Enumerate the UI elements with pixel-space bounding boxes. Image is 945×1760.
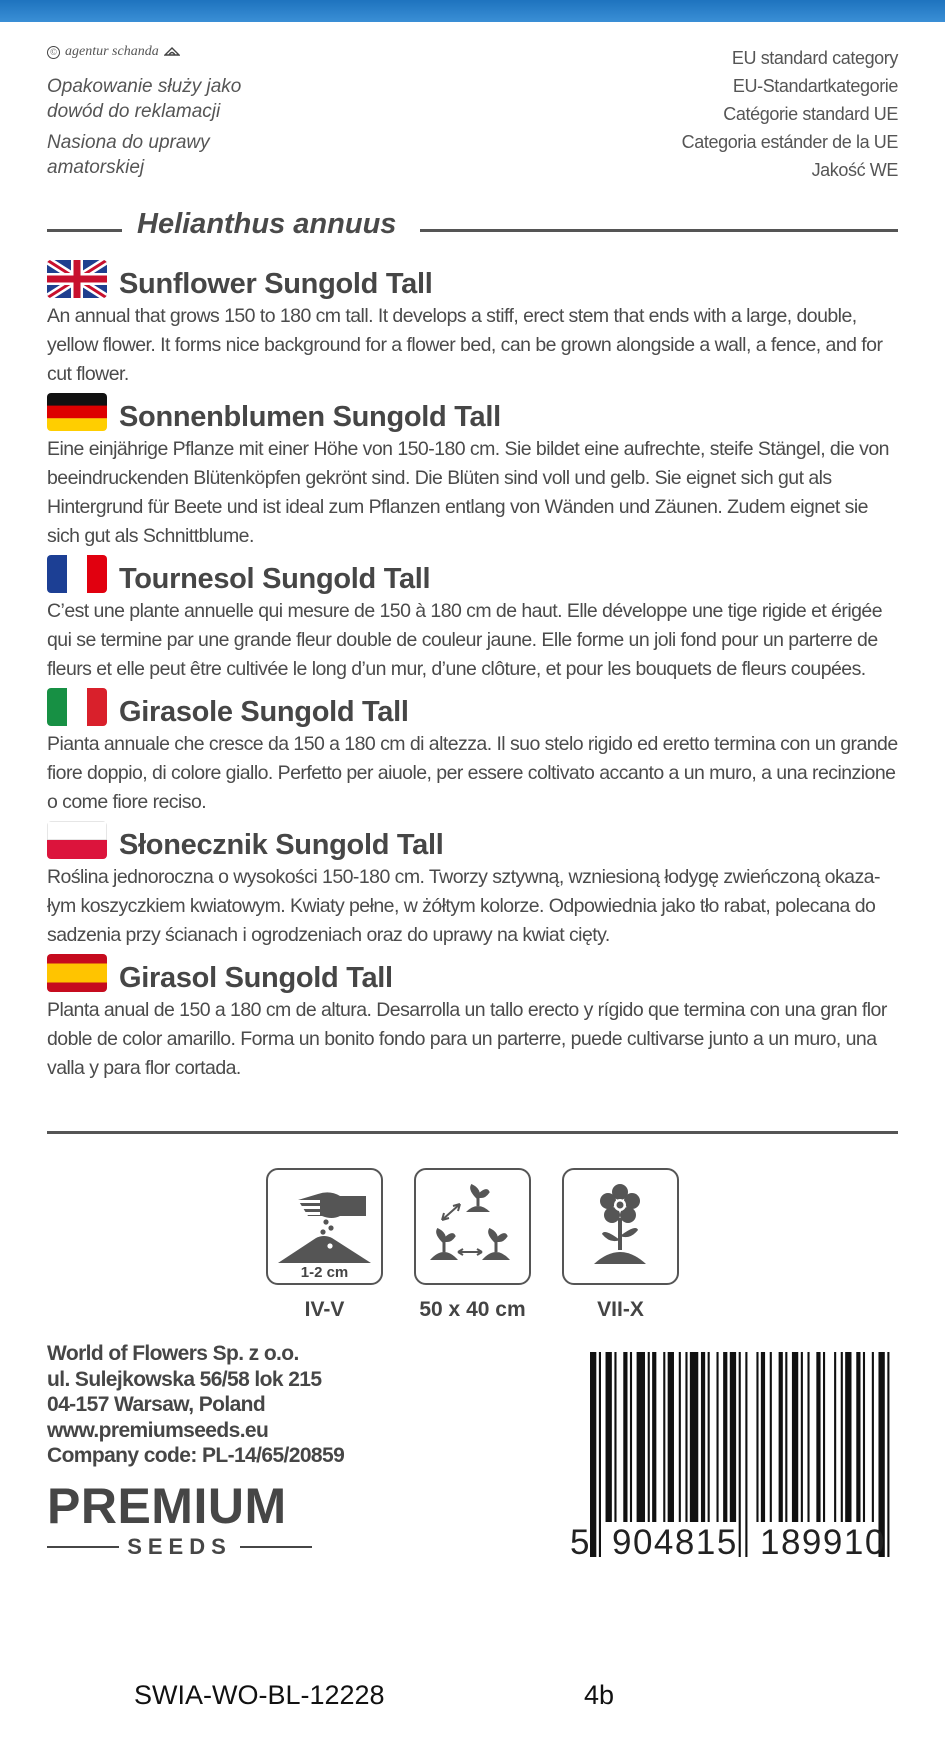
section-spanish [47,956,898,1083]
poland-flag-icon [47,821,107,859]
section-text: Roślina jednoroczna o wysokości 150-180 cm. Tworzy sztywną, wzniesioną łodygę zwieńczoną okaza-łym koszyczkiem kwiatowym. Kwiaty pełne, w żółtym kolorze. Odpowiednia jako tło rabat, polecana do sadzenia przy ścianach i ogrodzeniach oraz do uprawy na kwiat cięty. [47,866,880,946]
company-address [47,1341,344,1469]
section-title: Sonnenblumen Sungold Tall [119,401,501,433]
section-english [47,262,898,389]
flowering-icon [562,1168,679,1285]
top-color-bar [0,0,945,22]
barcode-bar [816,1352,820,1522]
barcode-bar [792,1352,798,1522]
eu-category-line: Catégorie standard UE [723,104,898,124]
logo-line [240,1546,312,1549]
barcode-bar [723,1352,727,1522]
barcode-bar [872,1352,874,1522]
plant-spacing: 50 x 40 cm [419,1298,526,1321]
barcode-digit-group: 189910 [760,1523,886,1562]
cultivation-icons [266,1168,679,1285]
barcode-bar [761,1352,765,1522]
logo-sub-text: SEEDS [127,1534,232,1559]
barcode-bar [730,1352,736,1522]
company-website: www.premiumseeds.eu [47,1418,269,1442]
barcode-bar [770,1352,772,1522]
barcode-bar [690,1352,698,1522]
barcode-bar [834,1352,836,1522]
section-italian [47,690,898,817]
section-text: C’est une plante annuelle qui mesure de 150 à 180 cm de haut. Elle développe une tige rigide et érigée qui se termine par une grande fleur double de couleur jaune. Elle forme un joli fond pour un parterre de fleurs et elle peut être cultivée le long d’un mur, d’une clôture, et pour les bouquets de fleurs coupées. [47,600,883,680]
barcode-bar [648,1352,650,1522]
eu-category-line: Jakość WE [811,160,898,180]
barcode-bar [637,1352,645,1522]
barcode-bar [623,1352,627,1522]
section-text: Planta anual de 150 a 180 cm de altura. Desarrolla un tallo erecto y rígido que termina con una gran flor doble de color amarillo. Forma un bonito fondo para un parterre, puede cultivarse junto a un muro, una valla y para flor cortada. [47,999,887,1079]
logo-main-text: PREMIUM [47,1478,287,1534]
france-flag-icon [47,555,107,593]
eu-category-line: Categoria estánder de la UE [681,132,898,152]
latin-name-row [47,206,898,250]
barcode-bar [863,1352,865,1522]
barcode-bar [606,1352,612,1522]
section-french [47,557,898,684]
agency-credit [47,44,257,60]
italy-flag-icon [47,688,107,726]
barcode-digit-group: 904815 [612,1523,738,1562]
barcode-bar [701,1352,705,1522]
complaint-note: Opakowanie służy jako dowód do reklamacji [47,76,242,122]
description-sections [47,262,898,1089]
spain-flag-icon [47,954,107,992]
plant-spacing-icon [414,1168,531,1285]
premium-seeds-logo [47,1480,312,1560]
header-left [47,44,257,180]
section-divider [47,1131,898,1134]
eu-category-list [682,44,898,184]
barcode-bar [807,1352,809,1522]
uk-flag-icon [47,260,107,298]
barcode-bar [785,1352,787,1522]
divider-line [420,229,898,232]
sowing-period: IV-V [304,1298,345,1321]
section-title: Girasole Sungold Tall [119,696,409,728]
latin-name: Helianthus annuus [137,208,397,240]
company-code: Company code: PL-14/65/20859 [47,1444,345,1467]
section-title: Tournesol Sungold Tall [119,563,431,595]
eu-category-line: EU-Standartkategorie [732,76,898,96]
barcode-bar [630,1352,632,1522]
section-title: Sunflower Sungold Tall [119,268,433,300]
barcode-bar [841,1352,843,1522]
barcode-bar [856,1352,860,1522]
variant-code: 4b [584,1680,615,1710]
section-text: Pianta annuale che cresce da 150 a 180 cm di altezza. Il suo stelo rigido ed eretto termina con un grande fiore doppio, di colore giallo. Perfetto per aiuole, per essere coltivato accanto a un muro, a una recinzione o come fiore reciso. [47,733,898,813]
barcode-bar [663,1352,665,1522]
divider-line [47,229,122,232]
sowing-depth-label: 1-2 cm [300,1264,349,1281]
barcode-bar [679,1352,681,1522]
barcode-digit-group: 5 [570,1523,591,1562]
section-text: Eine einjährige Pflanze mit einer Höhe von 150-180 cm. Sie bildet eine aufrechte, steife Stängel, die von beeindruckenden Blütenköpfen gekrönt sind. Die Blüten sind voll und gelb. Sie eignet sich gut als Hintergrund für Beete und ist ideal zum Pflanzen entlang von Wänden und Zäunen. Zudem eignet sie sich gut als Schnittblume. [47,438,889,547]
agency-name: agentur schanda [65,44,159,59]
barcode-bar [614,1352,616,1522]
section-title: Girasol Sungold Tall [119,962,393,994]
barcode-bar [845,1352,851,1522]
section-title: Słonecznik Sungold Tall [119,829,444,861]
company-name: World of Flowers Sp. z o.o. [47,1342,299,1365]
barcode-number [570,1523,900,1563]
copyright-icon: © [47,46,60,59]
sowing-depth-icon [266,1168,383,1285]
agency-logo-icon [164,47,180,57]
germany-flag-icon [47,393,107,431]
barcode-bar [708,1352,710,1522]
logo-line [47,1546,119,1549]
barcode-bar [756,1352,758,1522]
company-city: 04-157 Warsaw, Poland [47,1393,266,1416]
barcode-bar [685,1352,687,1522]
barcode-bar [779,1352,783,1522]
section-german [47,395,898,551]
section-polish [47,823,898,950]
product-code: SWIA-WO-BL-12228 [134,1680,385,1710]
barcode-bar [823,1352,825,1522]
barcode-bar [668,1352,674,1522]
icon-captions [266,1298,679,1322]
eu-category-line: EU standard category [731,48,898,68]
barcode-bar [801,1352,803,1522]
amateur-note: Nasiona do uprawy amatorskiej [47,132,210,178]
barcode-bar [716,1352,718,1522]
section-text: An annual that grows 150 to 180 cm tall. It develops a stiff, erect stem that ends with a large, double, yellow flower. It forms nice background for a flower bed, can be grown alongside a wall, a fence, and for cut flower. [47,305,883,385]
barcode-bar [652,1352,656,1522]
flowering-period: VII-X [597,1298,644,1321]
company-street: ul. Sulejkowska 56/58 lok 215 [47,1367,322,1391]
